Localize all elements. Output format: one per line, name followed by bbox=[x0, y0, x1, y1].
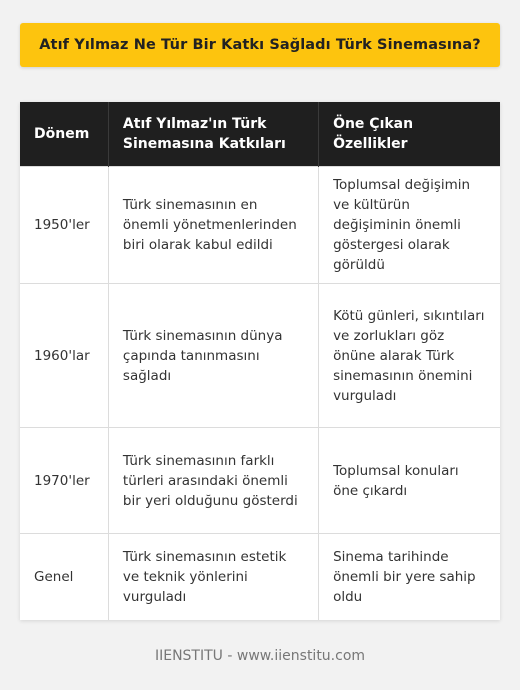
header-katkilar: Atıf Yılmaz'ın Türk Sinemasına Katkıları bbox=[108, 102, 318, 167]
cell-ozellik: Kötü günleri, sıkıntıları ve zorlukları göz önüne alarak Türk sinemasının önemini vurguladı bbox=[319, 284, 500, 428]
table-header-row bbox=[20, 102, 500, 167]
cell-ozellik: Sinema tarihinde önemli bir yere sahip oldu bbox=[319, 534, 500, 620]
table-row bbox=[20, 428, 500, 534]
table-row bbox=[20, 167, 500, 284]
cell-katki: Türk sinemasının dünya çapında tanınmasını sağladı bbox=[108, 284, 318, 428]
footer-credit: IIENSTITU - www.iienstitu.com bbox=[154, 648, 366, 664]
header-donem: Dönem bbox=[20, 102, 108, 167]
cell-donem: 1950'ler bbox=[20, 167, 108, 284]
table-row bbox=[20, 284, 500, 428]
cell-ozellik: Toplumsal konuları öne çıkardı bbox=[319, 428, 500, 534]
table-row bbox=[20, 534, 500, 620]
page-title: Atıf Yılmaz Ne Tür Bir Katkı Sağladı Türk Sinemasına? bbox=[20, 23, 500, 67]
cell-donem: Genel bbox=[20, 534, 108, 620]
header-ozellikler: Öne Çıkan Özellikler bbox=[319, 102, 500, 167]
cell-katki: Türk sinemasının farklı türleri arasındaki önemli bir yeri olduğunu gösterdi bbox=[108, 428, 318, 534]
cell-katki: Türk sinemasının estetik ve teknik yönlerini vurguladı bbox=[108, 534, 318, 620]
cell-donem: 1970'ler bbox=[20, 428, 108, 534]
cell-ozellik: Toplumsal değişimin ve kültürün değişiminin önemli göstergesi olarak görüldü bbox=[319, 167, 500, 284]
cell-donem: 1960'lar bbox=[20, 284, 108, 428]
contributions-table bbox=[20, 102, 500, 620]
cell-katki: Türk sinemasının en önemli yönetmenlerinden biri olarak kabul edildi bbox=[108, 167, 318, 284]
